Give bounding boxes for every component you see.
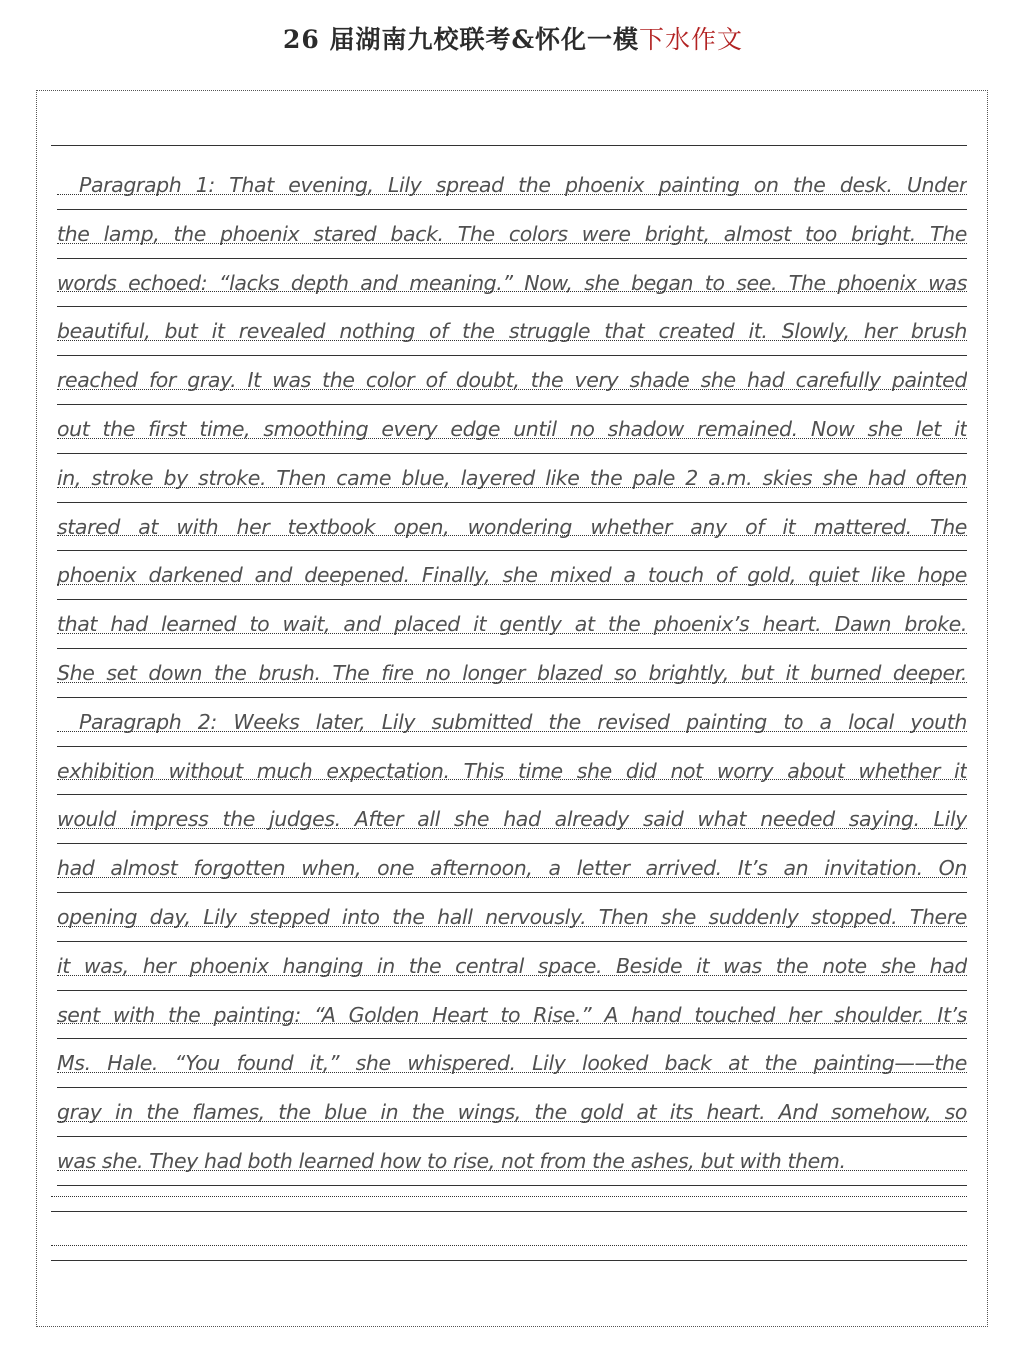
blank-line-solid <box>51 1211 967 1212</box>
blank-line-dotted <box>51 1245 967 1246</box>
sheet-top-rule <box>51 145 967 146</box>
essay-line: sent with the painting: “A Golden Heart to Rise.” A hand touched her shoulder. It’s <box>57 991 967 1040</box>
title-accent: 下水作文 <box>639 25 744 54</box>
essay-line: it was, her phoenix hanging in the central space. Beside it was the note she had <box>57 942 967 991</box>
essay-line: exhibition without much expectation. This time she did not worry about whether it <box>57 747 967 796</box>
essay-line: phoenix darkened and deepened. Finally, she mixed a touch of gold, quiet like hope <box>57 551 967 600</box>
writing-sheet <box>36 90 988 1327</box>
essay-line: that had learned to wait, and placed it gently at the phoenix’s heart. Dawn broke. <box>57 600 967 649</box>
essay-line: words echoed: “lacks depth and meaning.” Now, she began to see. The phoenix was <box>57 259 967 308</box>
essay-line: would impress the judges. After all she had already said what needed saying. Lily <box>57 795 967 844</box>
essay-line: beautiful, but it revealed nothing of the struggle that created it. Slowly, her brush <box>57 307 967 356</box>
blank-line-dotted <box>51 1196 967 1197</box>
essay-line: Paragraph 2: Weeks later, Lily submitted the revised painting to a local youth <box>57 698 967 747</box>
blank-writing-line <box>51 1245 967 1261</box>
essay-line: had almost forgotten when, one afternoon, a letter arrived. It’s an invitation. On <box>57 844 967 893</box>
page-title <box>0 20 1026 60</box>
essay-line: She set down the brush. The fire no longer blazed so brightly, but it burned deeper. <box>57 649 967 698</box>
essay-body <box>57 161 967 1186</box>
blank-line-solid <box>51 1260 967 1261</box>
essay-line: Ms. Hale. “You found it,” she whispered. Lily looked back at the painting——the <box>57 1039 967 1088</box>
blank-writing-line <box>51 1196 967 1212</box>
essay-line: out the first time, smoothing every edge until no shadow remained. Now she let it <box>57 405 967 454</box>
essay-line: in, stroke by stroke. Then came blue, layered like the pale 2 a.m. skies she had often <box>57 454 967 503</box>
essay-line: stared at with her textbook open, wondering whether any of it mattered. The <box>57 503 967 552</box>
essay-line: opening day, Lily stepped into the hall nervously. Then she suddenly stopped. There <box>57 893 967 942</box>
essay-line: the lamp, the phoenix stared back. The colors were bright, almost too bright. The <box>57 210 967 259</box>
essay-line: gray in the flames, the blue in the wings, the gold at its heart. And somehow, so <box>57 1088 967 1137</box>
essay-line: Paragraph 1: That evening, Lily spread the phoenix painting on the desk. Under <box>57 161 967 210</box>
essay-line: reached for gray. It was the color of doubt, the very shade she had carefully painted <box>57 356 967 405</box>
title-main: 26 届湖南九校联考&怀化一模 <box>282 25 640 54</box>
essay-line: was she. They had both learned how to rise, not from the ashes, but with them. <box>57 1137 967 1186</box>
